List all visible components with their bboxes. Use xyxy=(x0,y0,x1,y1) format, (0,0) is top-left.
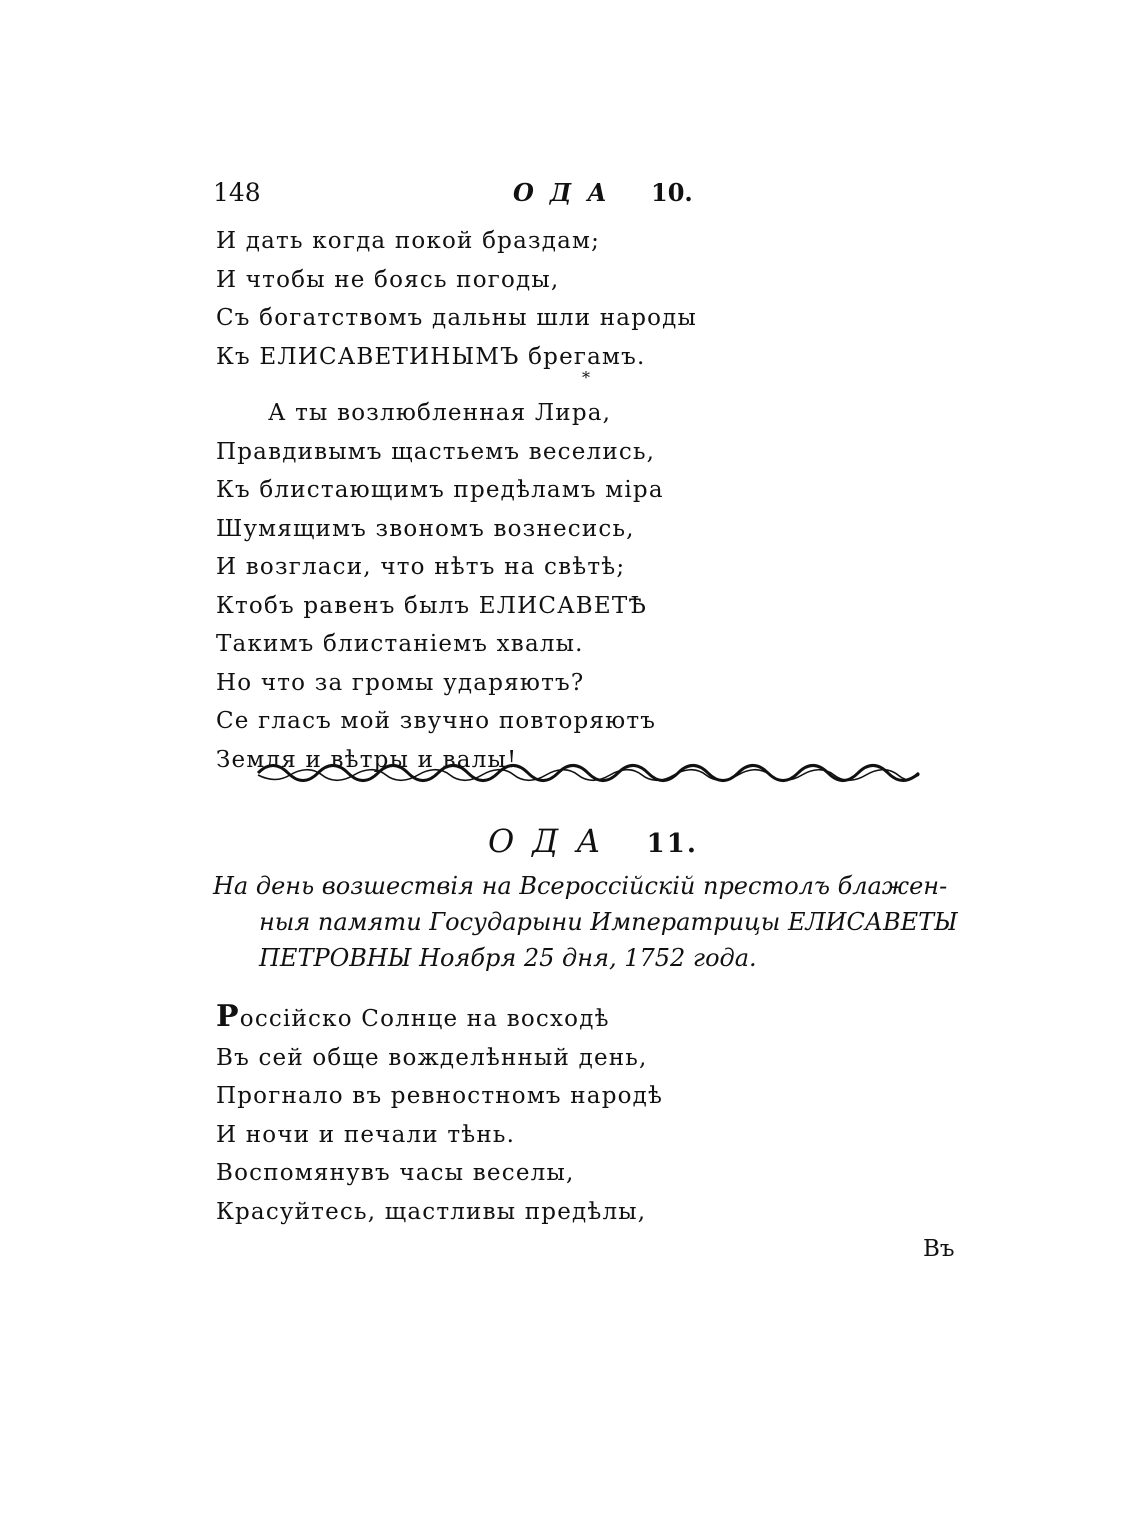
ode-first-stanza xyxy=(216,998,663,1231)
verse-line: А ты возлюбленная Лира, xyxy=(268,400,612,426)
verse-line: Къ блистающимъ предѣламъ міра xyxy=(216,477,664,503)
stanza-continued xyxy=(216,222,697,376)
drop-initial: Р xyxy=(216,999,240,1034)
verse-line: Ктобъ равенъ былъ ЕЛИСАВЕТѢ xyxy=(216,592,648,619)
verse-line xyxy=(216,998,663,1039)
subtitle-line: ныя памяти Государыни Императрицы ЕЛИСАВЕТЫ xyxy=(259,908,958,936)
decorative-ornament-rule xyxy=(256,760,921,786)
verse-line: И ночи и печали тѣнь. xyxy=(216,1121,516,1148)
ode-title-number: 11. xyxy=(646,829,698,859)
verse-line: Такимъ блистаніемъ хвалы. xyxy=(216,631,584,657)
verse-line: Въ сей обще вожделѣнный день, xyxy=(216,1044,648,1071)
subtitle-line: ПЕТРОВНЫ Ноября 25 дня, 1752 года. xyxy=(259,944,757,972)
ode-subtitle xyxy=(213,868,973,976)
verse-line: Правдивымъ щастьемъ веселись, xyxy=(216,438,656,465)
verse-line: Но что за громы ударяютъ? xyxy=(216,669,585,696)
verse-line: Съ богатствомъ дальны шли народы xyxy=(216,305,698,331)
verse-line: Се гласъ мой звучно повторяютъ xyxy=(216,708,657,734)
stanza-lyre xyxy=(216,394,664,779)
stanza-separator: * xyxy=(582,368,590,387)
running-title: ОДА xyxy=(513,178,623,207)
verse-line: Шумящимъ звономъ вознесись, xyxy=(216,515,635,542)
verse-line: И возгласи, что нѣтъ на свѣтѣ; xyxy=(216,554,626,580)
verse-line: Земля и вѣтры и валы! xyxy=(216,746,518,773)
verse-line: Красуйтесь, щастливы предѣлы, xyxy=(216,1198,647,1225)
page-header xyxy=(213,178,693,218)
verse-line: Прогнало въ ревностномъ народѣ xyxy=(216,1083,664,1109)
verse-line: И дать когда покой браздам; xyxy=(216,228,601,254)
ode-title xyxy=(488,822,698,860)
verse-line: Воспомянувъ часы веселы, xyxy=(216,1160,575,1186)
first-line-text: оссійско Солнце на восходѣ xyxy=(239,1006,610,1032)
verse-line: Къ ЕЛИСАВЕТИНЫМЪ брегамъ. xyxy=(216,343,646,370)
page-number: 148 xyxy=(213,178,261,207)
verse-line: И чтобы не боясь погоды, xyxy=(216,266,560,293)
subtitle-line: На день возшествія на Всероссійскій престолъ блажен- xyxy=(213,872,948,900)
running-title-number: 10. xyxy=(651,178,693,207)
catchword: Въ xyxy=(923,1236,955,1262)
ode-title-letters: ОДА xyxy=(488,822,619,860)
